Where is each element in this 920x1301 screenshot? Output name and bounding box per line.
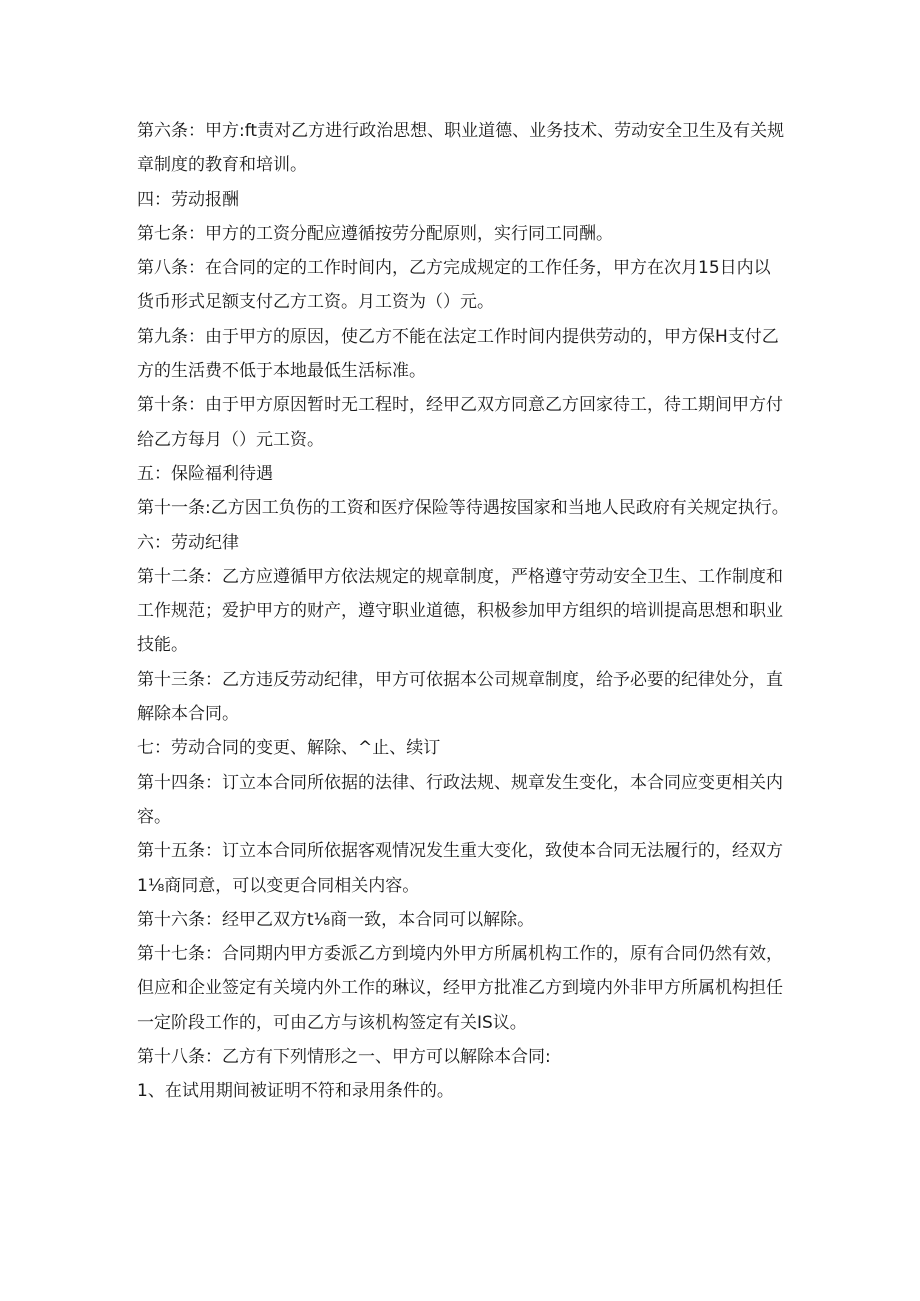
clause-17-line-1: 第十七条：合同期内甲方委派乙方到境内外甲方所属机构工作的，原有合同仍然有效， bbox=[137, 944, 783, 965]
clause-14-line-1: 第十四条：订立本合同所依据的法律、行政法规、规章发生变化，本合同应变更相关内 bbox=[137, 772, 783, 793]
clause-12-line-1: 第十二条：乙方应遵循甲方依法规定的规章制度，严格遵守劳动安全卫生、工作制度和 bbox=[137, 566, 783, 587]
clause-18: 第十八条：乙方有下列情形之一、甲方可以解除本合同: bbox=[137, 1047, 551, 1068]
clause-15-line-2: 1⅛商同意，可以变更合同相关内容。 bbox=[137, 875, 420, 896]
clause-7: 第七条：甲方的工资分配应遵循按劳分配原则，实行同工同酬。 bbox=[137, 223, 613, 244]
document-body bbox=[137, 114, 797, 1109]
clause-17-line-2: 但应和企业签定有关境内外工作的琳议，经甲方批准乙方到境内外非甲方所属机构担任 bbox=[137, 978, 783, 999]
clause-16: 第十六条：经甲乙双方t⅛商一致，本合同可以解除。 bbox=[137, 909, 535, 930]
clause-18-item-1: 1、在试用期间被证明不符和录用条件的。 bbox=[137, 1081, 454, 1102]
clause-9-line-1: 第九条：由于甲方的原因，使乙方不能在法定工作时间内提供劳动的，甲方保H支付乙 bbox=[137, 326, 779, 347]
clause-14-line-2: 容。 bbox=[137, 806, 171, 827]
section-7-heading: 七：劳动合同的变更、解除、^止、续订 bbox=[137, 738, 441, 759]
clause-10-line-2: 给乙方每月（）元工资。 bbox=[137, 429, 324, 450]
clause-17-line-3: 一定阶段工作的，可由乙方与该机构签定有关IS议。 bbox=[137, 1012, 527, 1033]
clause-10-line-1: 第十条：由于甲方原因暂时无工程时，经甲乙双方同意乙方回家待工，待工期间甲方付 bbox=[137, 395, 783, 416]
section-5-heading: 五：保险福利待遇 bbox=[137, 463, 273, 484]
clause-13-line-1: 第十三条：乙方违反劳动纪律，甲方可依据本公司规章制度，给予必要的纪律处分，直 bbox=[137, 669, 783, 690]
section-4-heading: 四：劳动报酬 bbox=[137, 189, 239, 210]
clause-13-line-2: 解除本合同。 bbox=[137, 704, 239, 725]
clause-8-line-1: 第八条：在合同的定的工作时间内，乙方完成规定的工作任务，甲方在次月15日内以 bbox=[137, 258, 771, 279]
clause-6-line-1: 第六条：甲方:ft责对乙方进行政治思想、职业道德、业务技术、劳动安全卫生及有关规 bbox=[137, 121, 785, 141]
clause-9-line-2: 方的生活费不低于本地最低生活标准。 bbox=[137, 361, 426, 382]
clause-15-line-1: 第十五条：订立本合同所依据客观情况发生重大变化，致使本合同无法履行的，经双方 bbox=[137, 841, 783, 862]
clause-11: 第十一条:乙方因工负伤的工资和医疗保险等待遇按国家和当地人民政府有关规定执行。 bbox=[137, 498, 789, 519]
clause-12-line-3: 技能。 bbox=[137, 635, 188, 656]
section-6-heading: 六：劳动纪律 bbox=[137, 532, 239, 553]
clause-12-line-2: 工作规范；爱护甲方的财产，遵守职业道德，积极参加甲方组织的培训提高思想和职业 bbox=[137, 601, 783, 622]
clause-8-line-2: 货币形式足额支付乙方工资。月工资为（）元。 bbox=[137, 292, 494, 313]
clause-6-line-2: 章制度的教育和培训。 bbox=[137, 155, 307, 176]
